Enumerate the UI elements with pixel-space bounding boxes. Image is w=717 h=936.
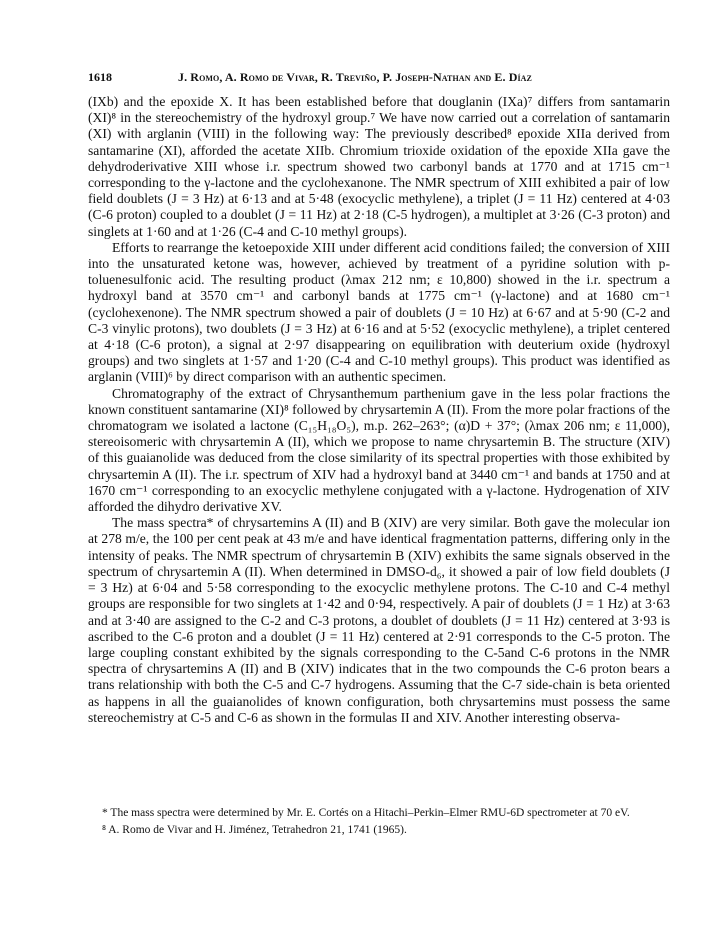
running-authors: J. Romo, A. Romo de Vivar, R. Treviño, P. Joseph-Nathan and E. Díaz: [178, 70, 532, 84]
footnote: * The mass spectra were determined by Mr. E. Cortés on a Hitachi–Perkin–Elmer RMU-6D spectrometer at 70 eV.: [102, 807, 630, 819]
footnote: ⁸ A. Romo de Vivar and H. Jiménez, Tetrahedron 21, 1741 (1965).: [102, 824, 407, 836]
body-text: [88, 94, 670, 726]
paragraph: (IXb) and the epoxide X. It has been established before that douglanin (IXa)⁷ differs from santamarin (XI)⁸ in the stereochemistry of the hydroxyl group.⁷ We have now carried out a correlation of santamarin (XI) with arglanin (VIII) in the following way: The previously described⁸ epoxide XIIa derived from santamarine (XI), afforded the acetate XIIb. Chromium trioxide oxidation of the epoxide XIIa gave the dehydroderivative XIII whose i.r. spectrum showed two carbonyl bands at 1770 and at 1715 cm⁻¹ corresponding to the γ-lactone and the cyclohexanone. The NMR spectrum of XIII exhibited a pair of low field doublets (J = 3 Hz) at 6·13 and at 5·48 (exocyclic methylene), a triplet (J = 11 Hz) centered at 4·03 (C-6 proton) coupled to a doublet (J = 11 Hz) at 2·18 (C-5 hydrogen), a multiplet at 3·26 (C-3 proton) and singlets at 1·60 and at 1·26 (C-4 and C-10 methyl groups).: [88, 94, 670, 239]
paragraph: Efforts to rearrange the ketoepoxide XIII under different acid conditions failed; the conversion of XIII into the unsaturated ketone was, however, achieved by treatment of a pyridine solution with p-toluenesulfonic acid. The resulting product (λmax 212 nm; ε 10,800) showed in the i.r. spectrum a hydroxyl band at 3570 cm⁻¹ and carbonyl bands at 1775 cm⁻¹ (γ-lactone) and at 1680 cm⁻¹ (cyclohexenone). The NMR spectrum showed a pair of doublets (J = 10 Hz) at 6·67 and at 5·90 (C-2 and C-3 vinylic protons), two doublets (J = 3 Hz) at 6·16 and at 5·52 (exocyclic methylene), a triplet centered at 4·18 (C-6 proton), a signal at 2·97 disappearing on equilibration with deuterium oxide (hydroxyl groups) and two singlets at 1·57 and 1·20 (C-4 and C-10 methyl groups). This product was identified as arglanin (VIII)⁶ by direct comparison with an authentic specimen.: [88, 239, 670, 385]
paragraph: The mass spectra* of chrysartemins A (II) and B (XIV) are very similar. Both gave the molecular ion at 278 m/e, the 100 per cent peak at 43 m/e and have identical fragmentation patterns, differing only in the intensity of peaks. The NMR spectrum of chrysartemin B (XIV) exhibits the same signals observed in the spectrum of chrysartemin A (II). When determined in DMSO-d₆, it showed a pair of low field doublets (J = 3 Hz) at 6·04 and 5·58 corresponding to the exocyclic methylene protons. The C-10 and C-4 methyl groups are responsible for two singlets at 1·42 and 0·94, respectively. A pair of doublets (J = 1 Hz) at 3·63 and at 3·40 are assigned to the C-2 and C-3 protons, a doublet of doublets (J = 11 Hz) centered at 3·93 is ascribed to the C-6 proton and a doublet (J = 11 Hz) centered at 2·91 corresponds to the C-5 proton. The large coupling constant exhibited by the signals corresponding to the C-5and C-6 protons in the NMR spectra of chrysartemins A (II) and B (XIV) indicates that in the two compounds the C-6 proton bears a trans relationship with both the C-5 and C-7 hydrogens. Assuming that the C-7 side-chain is beta oriented as happens in all the guaianolides of known configuration, both chrysartemins must possess the same stereochemistry at C-5 and C-6 as shown in the formulas II and XIV. Another interesting observa-: [88, 515, 670, 725]
footnotes: [88, 806, 670, 840]
paragraph: Chromatography of the extract of Chrysanthemum parthenium gave in the less polar fractions the known constituent santamarine (XI)⁸ followed by chrysartemin A (II). From the more polar fractions of the chromatogram we isolated a lactone (C₁₅H₁₈O₅), m.p. 262–263°; (α)D + 37°; (λmax 206 nm; ε 11,000), stereoisomeric with chrysartemin A (II), which we propose to name chrysartemin B. The structure (XIV) of this guaianolide was deduced from the close similarity of its spectral properties with those exhibited by chrysartemin A (II). The i.r. spectrum of XIV had a hydroxyl band at 3440 cm⁻¹ and bands at 1750 and at 1670 cm⁻¹ corresponding to an exocyclic methylene conjugated with a γ-lactone. Hydrogenation of XIV afforded the dihydro derivative XV.: [88, 385, 670, 515]
page-number: 1618: [88, 70, 112, 84]
